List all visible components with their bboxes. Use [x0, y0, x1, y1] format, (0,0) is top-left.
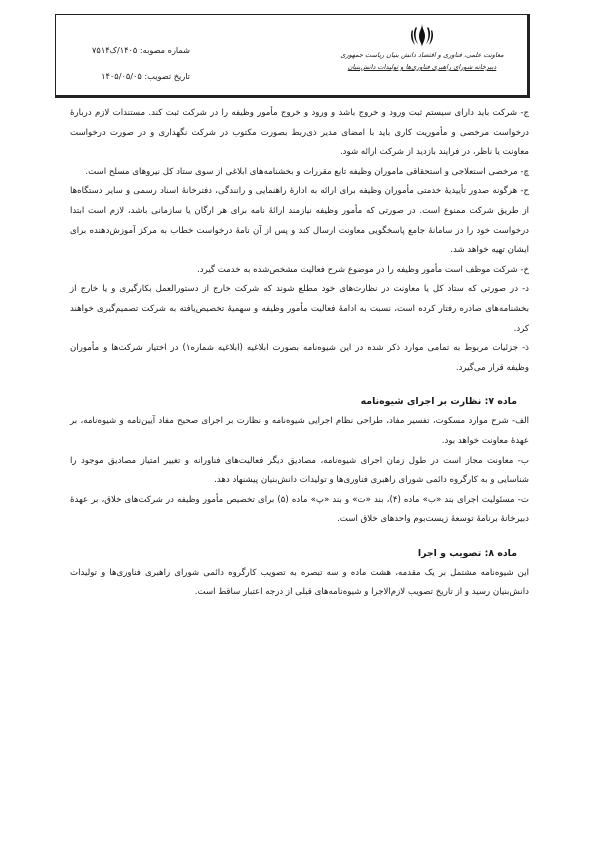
- document-body: [70, 104, 529, 603]
- article-7-clause-te: ت- مسئولیت اجرای بند «ب» ماده (۴)، بند «ت» و بند «پ» ماده (۵) برای تخصیص مأمور وظیفه در شرکت‌های خلاق، بر عهدهٔ دبیرخانهٔ برنامهٔ توسعهٔ زیست‌بوم واحدهای خلاق است.: [70, 494, 529, 525]
- clause-che: چ- مرخصی استعلاجی و استحقاقی ماموران وظیفه تابع مقررات و بخشنامه‌های ابلاغی از سوی ستاد کل نیروهای مسلح است.: [85, 166, 529, 177]
- clause-zal: ذ- جزئیات مربوط به تمامی موارد ذکر شده در این شیوه‌نامه بصورت ابلاغیه (ابلاغیه شماره۱) در اختیار شرکت‌ها و مأموران وظیفه قرار می‌گیرد.: [70, 343, 530, 373]
- clause-jim: ج- شرکت باید دارای سیستم ثبت ورود و خروج باشد و ورود و خروج مأمور وظیفه را در شرکت ثبت کند. مستندات لازم دربارهٔ درخواست مرخصی و مأموریت کاری باید با امضای مدیر ذی‌ربط بصورت مکتوب در شرکت نگهداری و در صورت درخواست معاونت یا ناظر، در فرایند بازدید از شرکت ارائه شود.: [70, 108, 529, 158]
- approval-number: شماره مصوبه: ۱۴۰۵/ک۷۵۱۴: [92, 45, 190, 55]
- clause-khe: خ- شرکت موظف است مأمور وظیفه را در موضوع شرح فعالیت مشخص‌شده به خدمت گیرد.: [197, 264, 529, 275]
- article-8-text: این شیوه‌نامه مشتمل بر یک مقدمه، هشت ماده و سه تبصره به تصویب کارگروه دائمی شورای راهبری فناوری‌ها و تولیدات دانش‌بنیان رسید و از تاریخ تصویب لازم‌الاجرا و شیوه‌نامه‌های قبلی از درجه اعتبار ساقط است.: [70, 567, 529, 598]
- approval-date: تاریخ تصویب: ۱۴۰۵/۰۵/۰۵: [101, 71, 190, 81]
- organization-block: [327, 21, 517, 73]
- secretariat-name: دبیرخانه شورای راهبری فناوری‌ها و تولیدات دانش‌بنیان: [347, 63, 497, 71]
- approval-info: [70, 37, 190, 89]
- article-7-title: ماده ۷: نظارت بر اجرای شیوه‌نامه: [360, 396, 517, 408]
- article-8-title: ماده ۸: تصویب و اجرا: [417, 547, 517, 559]
- organization-name: معاونت علمی، فناوری و اقتصاد دانش بنیان ریاست جمهوری: [340, 51, 504, 59]
- article-7-clause-be: ب- معاونت مجاز است در طول زمان اجرای شیوه‌نامه، مصادیق دیگر فعالیت‌های فناورانه و تغییر امتیاز مصادیق موجود را شناسایی و به کارگروه دائمی شورای راهبری فناوری‌ها و تولیدات دانش‌بنیان پیشنهاد دهد.: [70, 455, 529, 486]
- article-7-clause-alef: الف- شرح موارد مسکوت، تفسیر مفاد، طراحی نظام اجرایی شیوه‌نامه و نظارت بر اجرای صحیح مفاد آیین‌نامه و شیوه‌نامه، بر عهدهٔ معاونت خواهد بود.: [70, 416, 529, 446]
- clause-he: ح- هرگونه صدور تأییدیهٔ خدمتی مأموران وظیفه برای ارائه به ادارهٔ راهنمایی و رانندگی، دفترخانهٔ اسناد رسمی و سایر دستگاه‌ها از طریق شرکت ممنوع است. در صورتی که مأمور وظیفه نیازمند ارائهٔ نامه برای هر ارگان یا سازمانی باشد، لازم است ابتدا درخواست خود را در سامانهٔ جامع پاسخگویی معاونت ارسال کند و پس از آن نامهٔ درخواست خطاب به مرکز آموزش‌دهنده برای ایشان تهیه خواهد شد.: [70, 186, 529, 256]
- iran-emblem-icon: [409, 21, 435, 49]
- clause-dal: د- در صورتی که ستاد کل یا معاونت در نظارت‌های خود مطلع شوند که شرکت خارج از دستورالعمل بکارگیری و یا خارج از بخشنامه‌های صادره رفتار کرده است، نسبت به ادامهٔ فعالیت مأمور وظیفه و سهمیهٔ تخصیص‌یافته به شرکت تصمیم‌گیری خواهند کرد.: [70, 284, 529, 334]
- letterhead-box: [55, 14, 530, 98]
